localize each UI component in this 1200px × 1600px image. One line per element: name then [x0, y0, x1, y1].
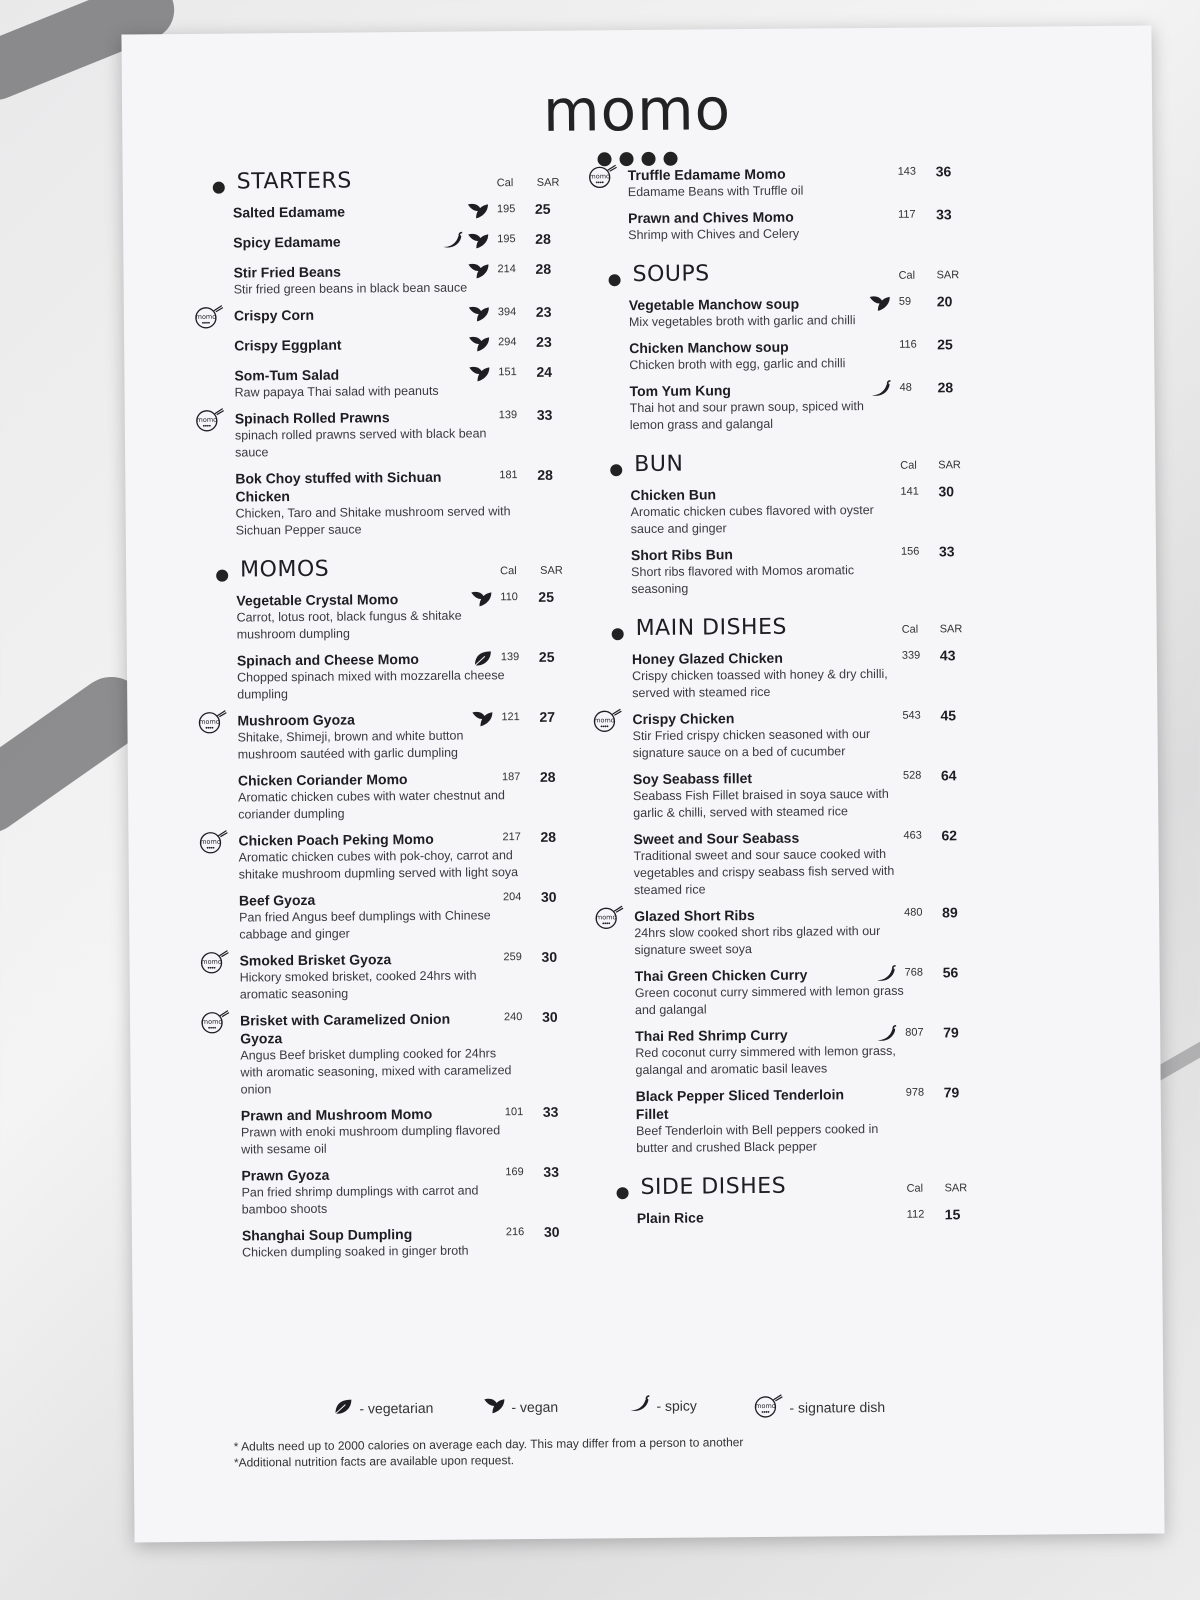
- item-description: Aromatic chicken cubes with water chestnut and coriander dumpling: [238, 788, 505, 822]
- legend-vegan: [483, 1396, 558, 1418]
- chili-icon: [869, 380, 891, 402]
- item-calories: 151: [498, 366, 517, 379]
- item-price: 30: [543, 1223, 560, 1240]
- menu-item-prawn-gyoza: [221, 1163, 601, 1218]
- chili-icon: [441, 232, 463, 254]
- diet-tags: [423, 201, 489, 224]
- item-price: 20: [936, 293, 953, 310]
- diet-tags: [825, 294, 891, 317]
- item-calories: 543: [902, 709, 921, 722]
- item-description: Green coconut curry simmered with lemon grass and galangal: [634, 983, 904, 1018]
- cal-header: Cal: [496, 177, 514, 190]
- menu-item-sweet-and-sour-seabass: [613, 827, 1014, 899]
- item-price: 30: [540, 888, 557, 905]
- section-header: [608, 259, 1008, 296]
- chili-icon: [628, 1395, 650, 1416]
- item-name: Prawn and Chives Momo: [627, 208, 794, 227]
- bullet-icon: [213, 182, 225, 194]
- item-price: 33: [935, 206, 952, 223]
- svg-text:momo: momo: [201, 957, 222, 966]
- item-description: 24hrs slow cooked short ribs glazed with our signature sweet soya: [634, 923, 881, 958]
- double-leaf-icon: [467, 261, 489, 283]
- item-price: 45: [940, 707, 957, 724]
- item-name: Chicken Coriander Momo: [237, 771, 408, 789]
- footnote-calories: * Adults need up to 2000 calories on average each day. This may differ from a person to another: [233, 1435, 744, 1454]
- item-price: 25: [538, 648, 555, 665]
- double-leaf-icon: [467, 231, 489, 253]
- item-calories: 139: [498, 409, 518, 422]
- diet-tags: [831, 965, 897, 988]
- item-description: Aromatic chicken cubes with pok-choy, carrot and shitake mushroom dupmling served with light soya: [238, 848, 519, 882]
- item-price: 28: [937, 379, 954, 396]
- item-calories: 214: [497, 263, 516, 276]
- menu-item-truffle-edamame-momo: [589, 163, 1008, 201]
- double-leaf-icon: [468, 364, 490, 386]
- momo-bowl-icon: [195, 408, 225, 437]
- item-price: 23: [536, 333, 552, 350]
- item-name: Tom Yum Kung: [629, 382, 732, 400]
- item-price: 30: [541, 1008, 558, 1025]
- cal-header: Cal: [898, 269, 916, 282]
- bullet-icon: [609, 274, 621, 286]
- section-soups: [608, 259, 1009, 434]
- item-price: 28: [537, 466, 553, 483]
- section-title: STARTERS: [236, 168, 352, 195]
- item-name: Crispy Corn: [233, 306, 315, 324]
- item-calories: 169: [505, 1166, 524, 1179]
- item-description: Thai hot and sour prawn soup, spiced with lemon grass and galangal: [629, 399, 864, 433]
- item-calories: 156: [900, 545, 920, 558]
- item-description: Stir Fried crispy chicken seasoned with our signature sauce on a bed of cucumber: [632, 727, 871, 761]
- menu-item-prawn-and-mushroom-momo: [221, 1103, 601, 1158]
- menu-item-tom-yum-kung: [609, 379, 1009, 434]
- item-calories: 112: [906, 1208, 925, 1221]
- item-calories: 143: [897, 165, 917, 178]
- section-sides: [616, 1172, 1016, 1231]
- menu-item-chicken-bun: [610, 483, 1010, 538]
- brand-logo: [122, 72, 1153, 171]
- momo-bowl-icon: [588, 164, 618, 193]
- item-calories: 394: [497, 306, 517, 319]
- section-title: BUN: [634, 451, 684, 478]
- item-description: Angus Beef brisket dumpling cooked for 24hrs with aromatic seasoning, mixed with caramelized onion: [240, 1046, 512, 1097]
- item-description: Pan fried Angus beef dumplings with Chinese cabbage and ginger: [239, 908, 491, 942]
- item-name: Vegetable Crystal Momo: [236, 591, 399, 609]
- item-description: Aromatic chicken cubes flavored with oyster sauce and ginger: [630, 502, 874, 537]
- item-name: Honey Glazed Chicken: [631, 649, 783, 668]
- item-price: 24: [536, 363, 553, 380]
- item-calories: 195: [496, 203, 516, 216]
- bullet-icon: [612, 628, 624, 640]
- item-calories: 217: [502, 831, 521, 844]
- legend-vegetarian: [333, 1397, 433, 1419]
- item-name: Thai Green Chicken Curry: [634, 966, 808, 985]
- item-name: Stir Fried Beans: [233, 263, 341, 281]
- menu-item-spinach-rolled-prawns: [196, 406, 595, 461]
- item-description: Traditional sweet and sour sauce cooked with vegetables and crispy seabass fish served with steamed rice: [633, 846, 895, 898]
- item-name: Chicken Manchow soup: [629, 338, 789, 357]
- item-price: 28: [540, 828, 557, 845]
- item-name: Prawn and Mushroom Momo: [240, 1105, 433, 1124]
- section-momos: [199, 554, 602, 1261]
- item-calories: 259: [503, 951, 522, 964]
- leaf-icon: [473, 649, 493, 671]
- svg-text:momo: momo: [201, 1017, 223, 1026]
- item-description: Stir fried green beans in black bean sauce: [233, 280, 468, 297]
- cal-header: Cal: [500, 565, 517, 578]
- section-title: MOMOS: [240, 556, 330, 583]
- item-name: Crispy Eggplant: [234, 336, 342, 354]
- menu-item-crispy-chicken: [594, 707, 1012, 762]
- item-price: 36: [935, 163, 952, 180]
- item-name: Spicy Edamame: [233, 233, 341, 251]
- item-calories: 807: [905, 1026, 924, 1039]
- svg-text:momo: momo: [589, 172, 611, 181]
- momo-bowl-icon: [592, 708, 622, 737]
- item-description: Pan fried shrimp dumplings with carrot and bamboo shoots: [241, 1183, 479, 1217]
- item-calories: 528: [902, 769, 922, 782]
- section-title: MAIN DISHES: [635, 614, 788, 642]
- item-calories: 463: [903, 829, 922, 842]
- section-mains: [594, 613, 1017, 1157]
- item-calories: 101: [504, 1106, 524, 1119]
- menu-item-bok-choy-stuffed-with-sichuan-chicken: [215, 466, 596, 539]
- svg-text:momo: momo: [595, 913, 617, 922]
- item-calories: 48: [899, 381, 912, 394]
- section-title: SIDE DISHES: [640, 1173, 787, 1201]
- menu-item-shanghai-soup-dumpling: [222, 1223, 602, 1261]
- diet-tags: [424, 304, 490, 327]
- item-price: 28: [535, 230, 551, 247]
- item-calories: 978: [905, 1086, 925, 1099]
- item-calories: 204: [502, 891, 522, 904]
- diet-tags: [423, 261, 489, 284]
- sar-header: SAR: [540, 564, 563, 577]
- menu-item-brisket-with-caramelized-onion-gyoza: [201, 1008, 601, 1098]
- menu-item-spicy-edamame: [213, 230, 593, 255]
- legend: [333, 1391, 1073, 1433]
- item-name: Sweet and Sour Seabass: [633, 829, 800, 848]
- item-name: Truffle Edamame Momo: [627, 165, 786, 184]
- menu-item-thai-red-shrimp-curry: [615, 1024, 1015, 1079]
- item-calories: 216: [505, 1226, 525, 1239]
- item-calories: 181: [499, 469, 518, 482]
- item-name: Bok Choy stuffed with Sichuan Chicken: [235, 468, 442, 505]
- item-name: Brisket with Caramelized Onion Gyoza: [239, 1010, 451, 1047]
- menu-item-thai-green-chicken-curry: [615, 964, 1015, 1019]
- item-price: 89: [942, 904, 958, 921]
- item-description: Red coconut curry simmered with lemon grass, galangal and aromatic basil leaves: [635, 1043, 896, 1078]
- menu-item-prawn-and-chives-momo: [608, 206, 1008, 244]
- item-calories: 141: [900, 485, 919, 498]
- item-name: Soy Seabass fillet: [632, 770, 753, 788]
- item-description: Carrot, lotus root, black fungus & shitake mushroom dumpling: [236, 608, 462, 642]
- item-calories: 187: [501, 771, 521, 784]
- item-name: Smoked Brisket Gyoza: [239, 951, 392, 969]
- item-price: 33: [542, 1103, 559, 1120]
- item-price: 56: [942, 964, 959, 981]
- item-description: Seabass Fish Fillet braised in soya sauce with garlic & chilli, served with steamed rice: [633, 786, 889, 821]
- item-name: Thai Red Shrimp Curry: [635, 1026, 788, 1045]
- double-leaf-icon: [468, 304, 490, 326]
- item-name: Crispy Chicken: [632, 710, 735, 728]
- legend-vegetarian-label: - vegetarian: [359, 1399, 434, 1416]
- section-momos-cont: [589, 163, 1009, 244]
- sar-header: SAR: [936, 269, 960, 282]
- item-price: 25: [534, 200, 551, 217]
- item-calories: 110: [500, 591, 518, 604]
- item-name: Som-Tum Salad: [234, 366, 340, 384]
- left-column: [195, 166, 603, 1279]
- item-price: 15: [944, 1206, 961, 1223]
- menu-item-glazed-short-ribs: [595, 904, 1014, 959]
- item-price: 43: [939, 647, 956, 664]
- svg-text:momo: momo: [196, 415, 218, 424]
- item-description: Raw papaya Thai salad with peanuts: [234, 383, 439, 400]
- menu-item-som-tum-salad: [214, 363, 594, 401]
- cal-header: Cal: [900, 459, 917, 472]
- legend-signature: [753, 1393, 885, 1421]
- diet-tags: [427, 649, 493, 672]
- chili-icon: [875, 1025, 897, 1047]
- svg-text:momo: momo: [755, 1401, 776, 1411]
- menu-item-beef-gyoza: [219, 888, 599, 943]
- diet-tags: [424, 334, 490, 357]
- menu-item-vegetable-manchow-soup: [609, 293, 1009, 331]
- item-name: Spinach Rolled Prawns: [234, 409, 390, 427]
- item-calories: 139: [500, 651, 520, 664]
- momo-bowl-icon: [199, 950, 229, 979]
- momo-bowl-icon: [200, 1010, 230, 1039]
- diet-tags: [426, 589, 492, 612]
- item-price: 62: [941, 827, 958, 844]
- item-description: Mix vegetables broth with garlic and chilli: [628, 313, 856, 330]
- menu-item-vegetable-crystal-momo: [216, 588, 596, 643]
- item-name: Chicken Bun: [630, 486, 717, 504]
- menu-item-crispy-corn: [195, 303, 594, 328]
- double-leaf-icon: [470, 589, 492, 611]
- legend-vegan-label: - vegan: [511, 1398, 559, 1415]
- menu-item-soy-seabass-fillet: [613, 767, 1013, 822]
- sar-header: SAR: [944, 1182, 968, 1195]
- leaf-icon: [333, 1398, 353, 1419]
- item-calories: 117: [897, 208, 916, 221]
- item-description: Chicken broth with egg, garlic and chilli: [629, 356, 846, 373]
- svg-text:momo: momo: [594, 716, 615, 725]
- item-name: Vegetable Manchow soup: [628, 295, 800, 314]
- item-price: 30: [541, 948, 558, 965]
- section-bun: [610, 449, 1011, 598]
- item-name: Mushroom Gyoza: [237, 711, 355, 729]
- section-starters: [195, 166, 596, 539]
- momo-bowl-icon: [194, 305, 224, 334]
- svg-text:momo: momo: [199, 717, 220, 726]
- item-price: 64: [940, 767, 957, 784]
- sar-header: SAR: [938, 459, 961, 472]
- menu-item-spinach-and-cheese-momo: [217, 648, 597, 703]
- item-price: 25: [937, 336, 953, 353]
- item-name: Glazed Short Ribs: [634, 907, 755, 925]
- diet-tags: [424, 364, 490, 387]
- cal-header: Cal: [906, 1182, 924, 1195]
- legend-signature-label: - signature dish: [789, 1398, 886, 1416]
- item-price: 28: [535, 260, 552, 277]
- item-calories: 116: [899, 338, 917, 351]
- menu-item-chicken-poach-peking-momo: [200, 828, 598, 883]
- item-name: Spinach and Cheese Momo: [236, 650, 420, 669]
- item-price: 23: [535, 303, 552, 320]
- diet-tags: [825, 380, 891, 403]
- item-description: Shrimp with Chives and Celery: [628, 226, 800, 243]
- item-description: Beef Tenderloin with Bell peppers cooked in butter and crushed Black pepper: [635, 1121, 879, 1156]
- diet-tags: [427, 709, 493, 732]
- sar-header: SAR: [536, 176, 560, 189]
- item-price: 33: [938, 543, 955, 560]
- cal-header: Cal: [901, 623, 919, 636]
- item-calories: 339: [901, 649, 921, 662]
- chili-icon: [875, 965, 897, 987]
- item-calories: 294: [498, 336, 517, 349]
- right-column: [589, 163, 1017, 1249]
- double-leaf-icon: [467, 201, 489, 223]
- section-header: [616, 1172, 1016, 1209]
- item-description: Chicken, Taro and Shitake mushroom served with Sichuan Pepper sauce: [235, 504, 511, 538]
- item-price: 79: [943, 1024, 959, 1041]
- item-description: Short ribs flavored with Momos aromatic seasoning: [631, 563, 855, 597]
- footnote-nutrition: *Additional nutrition facts are available upon request.: [233, 1453, 515, 1470]
- section-title: SOUPS: [632, 261, 710, 288]
- menu-sheet: [121, 26, 1164, 1543]
- double-leaf-icon: [483, 1396, 505, 1417]
- item-description: Hickory smoked brisket, cooked 24hrs with aromatic seasoning: [239, 968, 477, 1002]
- item-description: Chicken dumpling soaked in ginger broth: [242, 1243, 469, 1260]
- double-leaf-icon: [471, 709, 493, 731]
- bullet-icon: [216, 570, 228, 582]
- section-header: [610, 449, 1010, 486]
- item-description: Prawn with enoki mushroom dumpling flavored with sesame oil: [240, 1123, 501, 1157]
- item-price: 28: [539, 768, 556, 785]
- item-price: 30: [938, 483, 955, 500]
- menu-item-salted-edamame: [213, 200, 593, 225]
- section-header: [216, 554, 596, 591]
- item-calories: 195: [497, 233, 516, 246]
- item-calories: 480: [904, 906, 923, 919]
- diet-tags: [831, 1025, 897, 1048]
- item-description: Edamame Beans with Truffle oil: [627, 183, 804, 200]
- item-name: Prawn Gyoza: [241, 1166, 330, 1184]
- item-name: Shanghai Soup Dumpling: [241, 1226, 413, 1244]
- item-price: 33: [536, 406, 553, 423]
- item-price: 33: [543, 1163, 560, 1180]
- item-price: 79: [943, 1084, 960, 1101]
- legend-spicy-label: - spicy: [656, 1397, 697, 1414]
- bullet-icon: [617, 1187, 629, 1199]
- item-description: Crispy chicken toassed with honey & dry chilli, served with steamed rice: [631, 666, 888, 701]
- item-description: Chopped spinach mixed with mozzarella cheese dumpling: [236, 668, 505, 702]
- section-header: [213, 166, 593, 203]
- menu-item-plain-rice: [617, 1206, 1017, 1231]
- legend-spicy: [628, 1395, 697, 1417]
- item-name: Plain Rice: [636, 1209, 704, 1227]
- menu-item-stir-fried-beans: [213, 260, 593, 298]
- double-leaf-icon: [869, 294, 891, 316]
- menu-item-black-pepper-sliced-tenderloin-fillet: [616, 1084, 1017, 1157]
- item-description: Shitake, Shimeji, brown and white button mushroom sautéed with garlic dumpling: [237, 728, 464, 762]
- menu-item-honey-glazed-chicken: [612, 647, 1012, 702]
- item-calories: 59: [898, 295, 912, 308]
- brand-name: momo: [542, 75, 732, 145]
- svg-text:momo: momo: [200, 837, 221, 846]
- momo-bowl-icon: [198, 830, 228, 859]
- menu-item-crispy-eggplant: [214, 333, 594, 358]
- item-calories: 121: [501, 711, 520, 724]
- bullet-icon: [610, 464, 622, 476]
- item-price: 27: [539, 708, 556, 725]
- double-leaf-icon: [468, 334, 490, 356]
- item-price: 25: [538, 588, 555, 605]
- footnotes: [234, 1434, 744, 1470]
- momo-bowl-icon: [594, 905, 624, 934]
- momo-bowl-icon: [753, 1394, 783, 1421]
- item-name: Chicken Poach Peking Momo: [238, 830, 434, 849]
- menu-item-mushroom-gyoza: [199, 708, 597, 763]
- item-calories: 768: [904, 966, 924, 979]
- item-calories: 240: [503, 1011, 523, 1024]
- menu-item-chicken-coriander-momo: [218, 768, 598, 823]
- menu-item-smoked-brisket-gyoza: [201, 948, 599, 1003]
- diet-tags: [423, 231, 489, 254]
- item-name: Beef Gyoza: [238, 891, 316, 909]
- momo-bowl-icon: [197, 710, 227, 739]
- item-name: Salted Edamame: [232, 203, 346, 221]
- item-name: Black Pepper Sliced Tenderloin Fillet: [635, 1086, 845, 1123]
- sar-header: SAR: [939, 623, 963, 636]
- menu-item-short-ribs-bun: [611, 543, 1011, 598]
- item-name: Short Ribs Bun: [630, 546, 733, 564]
- item-description: spinach rolled prawns served with black bean sauce: [234, 426, 487, 460]
- section-header: [612, 613, 1012, 650]
- menu-item-chicken-manchow-soup: [609, 336, 1009, 374]
- svg-text:momo: momo: [195, 312, 217, 321]
